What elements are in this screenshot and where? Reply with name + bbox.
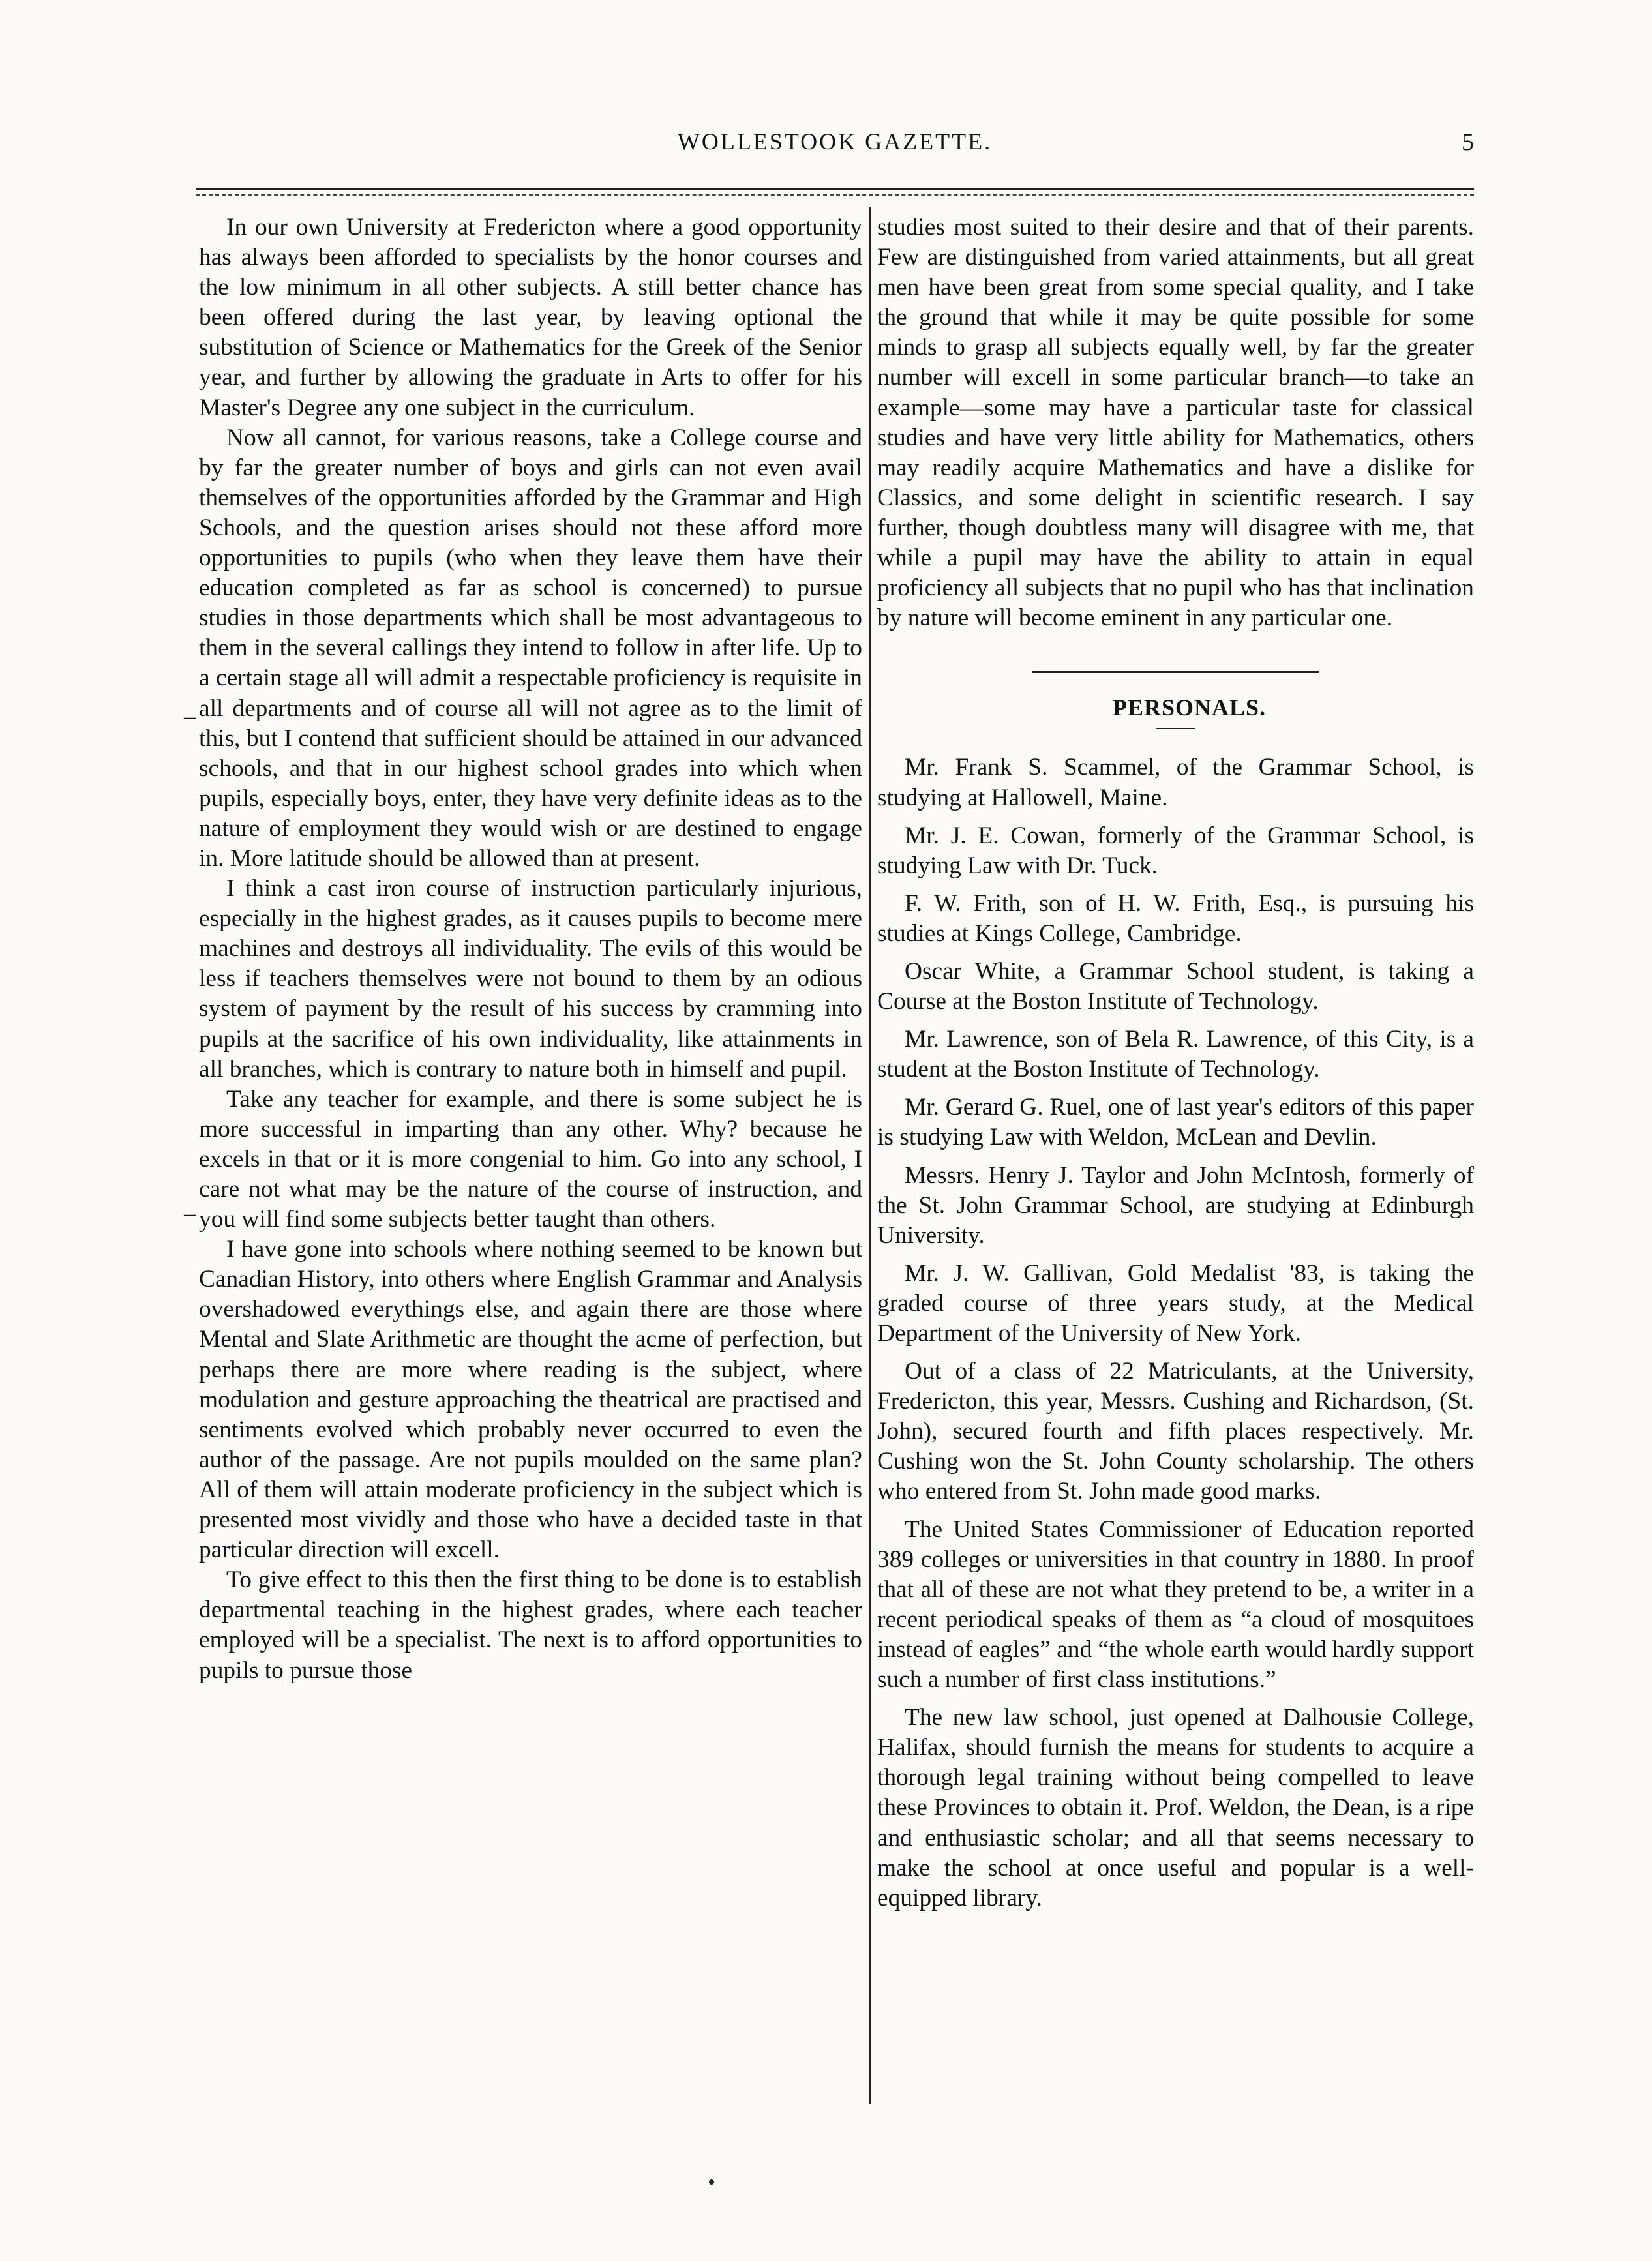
personal-item: The new law school, just opened at Dalhousie College, Halifax, should furnish the means for students to acquire a thorough legal training without being compelled to leave these Provinces to obtain it. Prof. Weldon, the Dean, is a ripe and enthusiastic scholar; and all that seems necessary to make the school at once useful and popular is a well-equipped library.	[877, 1704, 1474, 1911]
paragraph: To give effect to this then the first thing to be done is to establish departmental teaching in the highest grades, where each teacher employed will be a specialist. The next is to afford opportunities to pupils to pursue those	[199, 1566, 862, 1684]
personal-item: Mr. J. W. Gallivan, Gold Medalist '83, is taking the graded course of three years study, at the Medical Department of the University of New York.	[877, 1259, 1474, 1347]
personal-item: Mr. Lawrence, son of Bela R. Lawrence, of this City, is a student at the Boston Institute of Technology.	[877, 1026, 1474, 1083]
left-column	[199, 213, 862, 1686]
paragraph: Take any teacher for example, and there is some subject he is more successful in imparting than any other. Why? because he excels in that or it is more congenial to him. Go into any school, I care not what may be the nature of the course of instruction, and you will find some subjects better taught than others.	[199, 1085, 862, 1233]
paragraph: I have gone into schools where nothing seemed to be known but Canadian History, into others where English Grammar and Analysis overshadowed everythings else, and again there are those where Mental and Slate Arithmetic are thought the acme of perfection, but perhaps there are more where reading is the subject, where modulation and gesture approaching the theatrical are practised and sentiments evolved which probably never occurred to even the author of the passage. Are not pupils moulded on the same plan? All of them will attain moderate proficiency in the subject which is presented most vividly and those who have a decided taste in that particular direction will excell.	[199, 1236, 862, 1564]
paragraph: In our own University at Fredericton where a good opportunity has always been afforded to specialists by the honor courses and the low minimum in all other subjects. A still better chance has been offered during the last year, by leaving optional the substitution of Science or Mathematics for the Greek of the Senior year, and further by allowing the graduate in Arts to offer for his Master's Degree any one subject in the curriculum.	[199, 214, 862, 421]
personal-item: Mr. Gerard G. Ruel, one of last year's editors of this paper is studying Law with Weldon, McLean and Devlin.	[877, 1094, 1474, 1151]
personal-item: Out of a class of 22 Matriculants, at the University, Fredericton, this year, Messrs. Cushing and Richardson, (St. John), secured fourth and fifth places respectively. Mr. Cushing won the St. John County scholarship. The others who entered from St. John made good marks.	[877, 1358, 1474, 1505]
section-rule	[1032, 671, 1319, 673]
section-heading: PERSONALS.	[1112, 695, 1267, 721]
continuation-paragraph: studies most suited to their desire and that of their parents. Few are distinguished from varied attainments, but all great men have been great from some special quality, and I take the ground that while it may be quite possible for some minds to grasp all subjects equally well, by far the greater number will excell in some particular branch—to take an example—some may have a particular taste for classical studies and have very little ability for Mathematics, others may readily acquire Mathematics and have a dislike for Classics, and some delight in scientific research. I say further, though doubtless many will disagree with me, that while a pupil may have the ability to attain in equal proficiency all subjects that no pupil who has that inclination by nature will become eminent in any particular one.	[877, 214, 1474, 632]
margin-mark: –	[184, 703, 196, 729]
right-column	[877, 213, 1474, 1913]
personal-item: The United States Commissioner of Education reported 389 colleges or universities in that country in 1880. In proof that all of these are not what they pretend to be, a writer in a recent periodical speaks of them as “a cloud of mosquitoes instead of eagles” and “the whole earth would hardly support such a number of first class institutions.”	[877, 1516, 1474, 1694]
personal-item: Mr. Frank S. Scammel, of the Grammar School, is studying at Hallowell, Maine.	[877, 754, 1474, 811]
page-number: 5	[1462, 128, 1474, 156]
header-rule-dashed	[196, 194, 1474, 196]
margin-mark: –	[184, 1200, 196, 1226]
page-header	[196, 128, 1474, 173]
paragraph: I think a cast iron course of instruction particularly injurious, especially in the highest grades, as it causes pupils to become mere machines and destroys all individuality. The evils of this would be less if teachers themselves were not bound to them by an odious system of payment by the result of his success by cramming into pupils at the sacrifice of his own individuality, like attainments in all branches, which is contrary to nature both in himself and pupil.	[199, 875, 862, 1083]
personal-item: Oscar White, a Grammar School student, is taking a Course at the Boston Institute of Technology.	[877, 957, 1474, 1015]
header-rule	[196, 188, 1474, 190]
running-title: WOLLESTOOK GAZETTE.	[677, 128, 993, 155]
heading-rule	[1156, 728, 1195, 729]
printer-dot	[709, 2179, 714, 2185]
personal-item: Mr. J. E. Cowan, formerly of the Grammar School, is studying Law with Dr. Tuck.	[877, 822, 1474, 879]
personal-item: Messrs. Henry J. Taylor and John McIntosh, formerly of the St. John Grammar School, are studying at Edinburgh University.	[877, 1161, 1474, 1249]
personal-item: F. W. Frith, son of H. W. Frith, Esq., is pursuing his studies at Kings College, Cambridge.	[877, 890, 1474, 947]
column-divider	[869, 207, 871, 2104]
paragraph: Now all cannot, for various reasons, take a College course and by far the greater number of boys and girls can not even avail themselves of the opportunities afforded by the Grammar and High Schools, and the question arises should not these afford more opportunities to pupils (who when they leave them have their education completed as far as school is concerned) to pursue studies in those departments which shall be most advantageous to them in the several callings they intend to follow in after life. Up to a certain stage all will admit a respectable proficiency is requisite in all departments and of course all will not agree as to the limit of this, but I contend that sufficient should be attained in our advanced schools, and that in our highest school grades into which when pupils, especially boys, enter, they have very definite ideas as to the nature of employment they would wish or are destined to engage in. More latitude should be allowed than at present.	[199, 424, 862, 872]
